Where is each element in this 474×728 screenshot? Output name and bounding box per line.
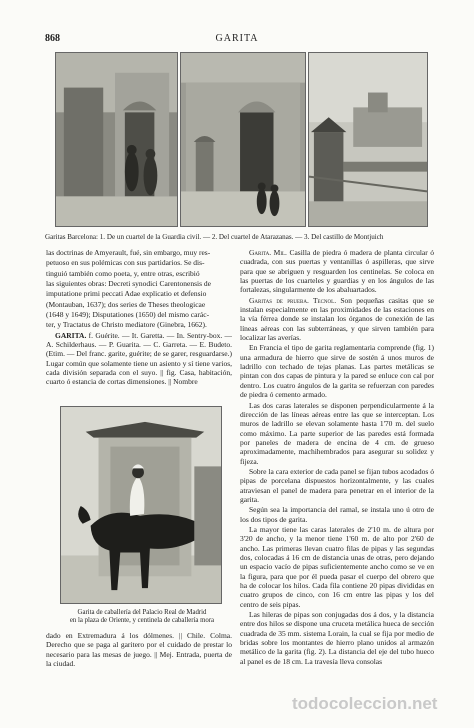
entry-headword: GARITA. <box>55 330 87 340</box>
right-paragraph-4: Las dos caras laterales se disponen perpendicularmente á la dirección de las líneas aéreas entre las que se interceptan. Los muros de ladrillo se elevan solamente hasta 1'70 m. del suelo como máximo. La parte superior de las paredes está formada por paneles de madera de encina de 4 cm. de grueso aproximadamente, machihembrados para asegurar su solidez y fijeza. <box>240 400 434 466</box>
photo-guardia-civil-sentry-box <box>55 52 178 227</box>
page-header <box>0 33 474 49</box>
left-line-2: petuoso en sus polémicas con sus partidarios. Se dis- <box>46 258 205 268</box>
top-photos-caption: Garitas Barcelona: 1. De un cuartel de la Guardia civil. — 2. Del cuartel de Atarazanas. — 3. Del castillo de Montjuich <box>45 233 384 241</box>
bottom-photo-caption <box>58 609 226 625</box>
left-column-text <box>46 248 232 400</box>
left-line-5: imputatione primi peccati Adae explicatio et defensio <box>46 289 207 299</box>
right-paragraph-7: La mayor tiene las caras laterales de 2'10 m. de altura por 3'20 de ancho, y la menor tiene 1'60 m. de alto por 2'60 de ancho. Las primeras llevan cuatro filas de pipas y las segundas dos, colocadas á 16 cm de distancia unas de otras, pero dejando un espacio vacío de pipas suficientemente ancho como se ve en la figura, para que por él pueda pasar el cuerpo del obrero que ha de colocar los hilos. Cada fila contiene 20 pipas divididas en cuatro grupos de cinco, con 16 cm entre las pipas y los del centro de seis pipas. <box>240 524 434 609</box>
right-p2-lead: Garitas de prueba. Tecnol. <box>249 295 337 305</box>
entry-body: f. Guérite. — It. Garetta. — In. Sentry-box. — A. Schilderhaus. — P. Guarita. — C. Garreta. — E. Budeto. (Etim. — Del franc. garite, guérite; de se garer, resguardarse.) Lugar común que solamente tiene un asiento y sí tiene varios, cada división separada con el suyo. || fig. Casa, habitación, cuarto ó estancia de cortas dimensiones. || Nombre <box>46 330 232 387</box>
right-paragraph-2 <box>240 296 434 343</box>
bottom-caption-line-2: en la plaza de Oriente, y centinela de caballería mora <box>69 617 215 625</box>
right-paragraph-3: En Francia el tipo de garita reglamentaria comprende (fig. 1) una armadura de hierro que sirve de sostén á unos muros de ladrillo con techado de tejas planas. Las partes metálicas se pintan con dos capas de pintura y la pared se enluce con cal por dentro. Los cuatro ángulos de la garita se refuerzan con paredes de piedra ó cemento armado. <box>240 343 434 400</box>
left-line-4: las siguientes obras: Decreti synodici Carentonensis de <box>46 279 211 289</box>
page-number: 868 <box>45 33 60 44</box>
watermark: todocoleccion.net <box>292 694 438 713</box>
left-line-7: (1648 y 1649); Disputationes (1650) del mismo carác- <box>46 310 210 320</box>
garita-entry <box>46 331 232 387</box>
bottom-caption-line-1: Garita de caballería del Palacio Real de Madrid <box>77 609 207 616</box>
right-p1-text: Casilla de piedra ó madera de planta circular ó cuadrada, con sus puertas y ventanillas ó aspilleras, que sirve para que se abriguen y resguarden los centinelas. Se coloca en las puertas de los cuarteles y guardias y en los ángulos de las fortalezas, singularmente de los abaluartados. <box>240 248 434 295</box>
right-paragraph-1 <box>240 248 434 295</box>
right-p2-text: Son pequeñas casitas que se instalan especialmente en las proximidades de las estaciones en la vía férrea donde se instalan los órganos de conexión de las líneas aéreas con las subterráneas, y que sirven también para localizar las averías. <box>240 295 434 343</box>
left-column-continuation <box>46 631 232 689</box>
left-line-3: tinguió también como poeta, y, entre otras, escribió <box>46 268 200 278</box>
left-line-1: las doctrinas de Amyerault, fué, sin embargo, muy res- <box>46 248 211 257</box>
right-p1-lead: Garita. Mil. <box>249 248 287 257</box>
photo-palacio-real-cavalry-sentry-box <box>60 406 222 604</box>
left-bottom-paragraph: dado en Extremadura á los dólmenes. || Chile. Colma. Derecho que se paga al garitero por el cuidado de prestar lo necesario para las mesas de juego. || Mej. Entrada, puerta de la ciudad. <box>46 631 232 669</box>
left-line-6: (Montauban, 1637); dos series de Theses theologicae <box>46 299 206 309</box>
photo-atarazanas-sentry-box <box>180 52 306 227</box>
right-paragraph-5: Sobre la cara exterior de cada panel se fijan tubos acodados ó pipas de porcelana dispuestos horizontalmente, y las cuales atraviesan el panel de madera para penetrar en el interior de la garita. <box>240 466 434 504</box>
right-paragraph-6: Según sea la importancia del ramal, se instala uno ú otro de los dos tipos de garita. <box>240 505 434 524</box>
left-line-8: ter, y Tractatus de Christo mediatore (Ginebra, 1662). <box>46 320 207 330</box>
photo-montjuich-castle-sentry-box <box>308 52 428 227</box>
right-paragraph-8: Las hileras de pipas son conjugadas dos á dos, y la distancia entre dos hilos se dispone una cruceta metálica hueca de sección cuadrada de 35 mm. sistema Lorain, la cual se fija por medio de bridas sobre los montantes de hierro plano unidos al armazón metálico de la garita (fig. 2). La distancia del eje del tubo hueco al panel es de 18 cm. La travesía lleva consolas <box>240 610 434 666</box>
page-title: GARITA <box>215 33 259 44</box>
right-column-text <box>240 248 434 694</box>
